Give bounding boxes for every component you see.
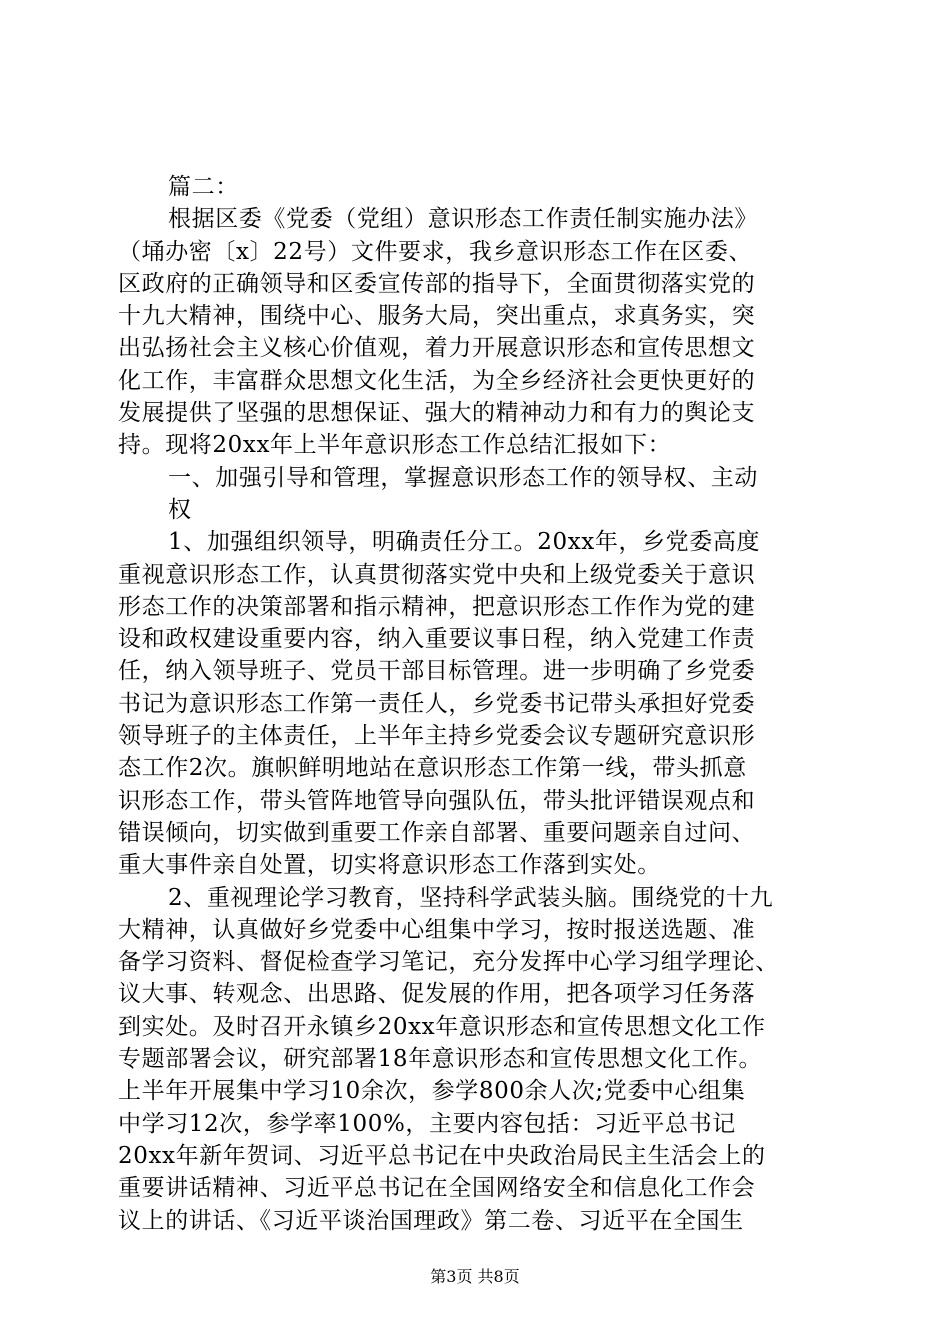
paragraph-line: （埇办密〔x〕22号）文件要求，我乡意识形态工作在区委、	[118, 238, 753, 265]
paragraph-line: 重要讲话精神、习近平总书记在全国网络安全和信息化工作会	[118, 1175, 756, 1202]
paragraph-line: 专题部署会议，研究部署18年意识形态和宣传思想文化工作。	[118, 1046, 763, 1073]
paragraph-line: 到实处。及时召开永镇乡20xx年意识形态和宣传思想文化工作	[118, 1013, 766, 1040]
paragraph-line: 错误倾向，切实做到重要工作亲自部署、重要问题亲自过问、	[118, 819, 756, 846]
document-body	[118, 171, 838, 1237]
paragraph-line: 重大事件亲自处置，切实将意识形态工作落到实处。	[118, 852, 661, 879]
subsection-heading: 权	[168, 496, 192, 523]
paragraph-line: 议上的讲话、《习近平谈治国理政》第二卷、习近平在全国生	[118, 1207, 744, 1234]
paragraph-line: 议大事、转观念、出思路、促发展的作用，把各项学习任务落	[118, 981, 756, 1008]
paragraph-line: 20xx年新年贺词、习近平总书记在中央政治局民主生活会上的	[118, 1142, 766, 1169]
paragraph-line: 2、重视理论学习教育，坚持科学武装头脑。围绕党的十九	[168, 884, 774, 911]
paragraph-line: 任，纳入领导班子、党员干部目标管理。进一步明确了乡党委	[118, 658, 756, 685]
paragraph-line: 形态工作的决策部署和指示精神，把意识形态工作作为党的建	[118, 593, 756, 620]
paragraph-line: 设和政权建设重要内容，纳入重要议事日程，纳入党建工作责	[118, 626, 756, 653]
paragraph-line: 持。现将20xx年上半年意识形态工作总结汇报如下：	[118, 432, 672, 459]
paragraph-line: 发展提供了坚强的思想保证、强大的精神动力和有力的舆论支	[118, 400, 756, 427]
paragraph-line: 态工作2次。旗帜鲜明地站在意识形态工作第一线，带头抓意	[118, 755, 747, 782]
paragraph-line: 出弘扬社会主义核心价值观，着力开展意识形态和宣传思想文	[118, 335, 756, 362]
paragraph-line: 大精神，认真做好乡党委中心组集中学习，按时报送选题、准	[118, 916, 756, 943]
paragraph-line: 1、加强组织领导，明确责任分工。20xx年，乡党委高度	[168, 529, 761, 556]
paragraph-line: 识形态工作，带头管阵地管导向强队伍，带头批评错误观点和	[118, 787, 756, 814]
paragraph-line: 书记为意识形态工作第一责任人，乡党委书记带头承担好党委	[118, 690, 756, 717]
paragraph-line: 十九大精神，围绕中心、服务大局，突出重点，求真务实，突	[118, 303, 756, 330]
paragraph-line: 重视意识形态工作，认真贯彻落实党中央和上级党委关于意识	[118, 561, 756, 588]
paragraph-line: 化工作，丰富群众思想文化生活，为全乡经济社会更快更好的	[118, 367, 756, 394]
paragraph-line: 根据区委《党委（党组）意识形态工作责任制实施办法》	[168, 206, 758, 233]
paragraph-line: 备学习资料、督促检查学习笔记，充分发挥中心学习组学理论、	[118, 949, 779, 976]
page-number-footer: 第3页 共8页	[430, 1267, 520, 1286]
section-heading: 篇二：	[168, 174, 239, 200]
paragraph-line: 上半年开展集中学习10余次，参学800余人次;党委中心组集	[118, 1078, 746, 1105]
paragraph-line: 领导班子的主体责任，上半年主持乡党委会议专题研究意识形	[118, 723, 756, 750]
paragraph-line: 中学习12次，参学率100%，主要内容包括：习近平总书记	[118, 1110, 736, 1137]
subsection-heading: 一、加强引导和管理，掌握意识形态工作的领导权、主动	[168, 464, 758, 491]
paragraph-line: 区政府的正确领导和区委宣传部的指导下，全面贯彻落实党的	[118, 270, 756, 297]
